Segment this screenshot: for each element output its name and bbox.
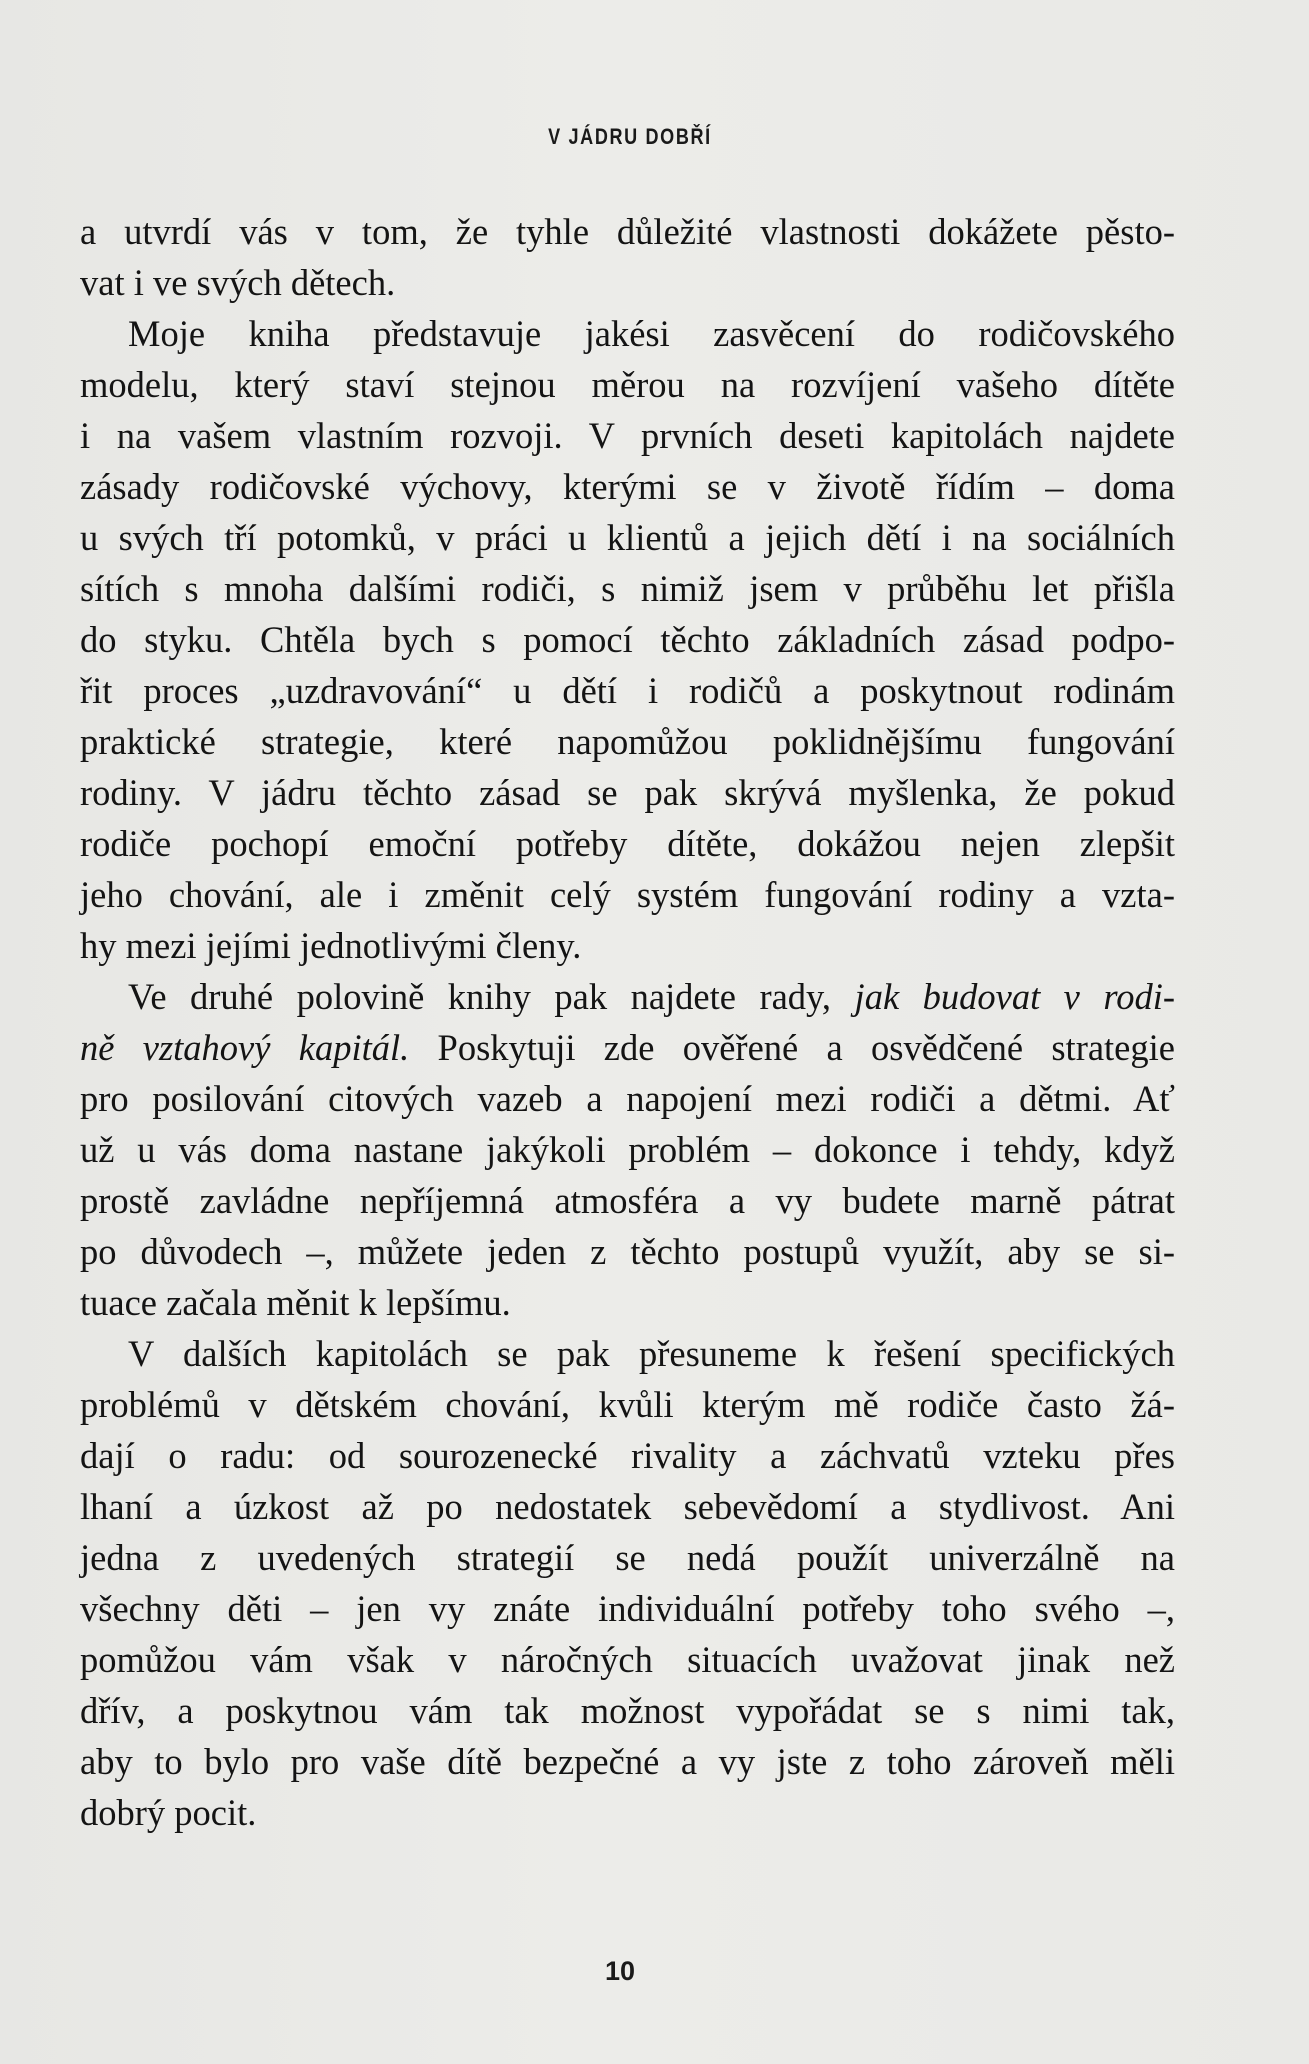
text-line: dobrý pocit. bbox=[80, 1792, 257, 1833]
text-line: praktické strategie, které napomůžou poklidnějšímu fungování bbox=[80, 721, 1175, 762]
text-line: rodiče pochopí emoční potřeby dítěte, dokážou nejen zlepšit bbox=[80, 823, 1175, 864]
italic-phrase: jak budovat v rodi- bbox=[854, 976, 1176, 1017]
text-line: u svých tří potomků, v práci u klientů a jejich dětí i na sociálních bbox=[80, 517, 1175, 558]
italic-phrase: ně vztahový kapitál. bbox=[80, 1027, 410, 1068]
text-line: jedna z uvedených strategií se nedá použít univerzálně na bbox=[80, 1537, 1175, 1578]
running-head: V JÁDRU DOBŘÍ bbox=[548, 124, 712, 149]
text-line: hy mezi jejími jednotlivými členy. bbox=[80, 925, 582, 966]
text-line: lhaní a úzkost až po nedostatek sebevědomí a stydlivost. Ani bbox=[80, 1486, 1175, 1527]
text-line: už u vás doma nastane jakýkoli problém – dokonce i tehdy, když bbox=[80, 1129, 1175, 1170]
text-line: sítích s mnoha dalšími rodiči, s nimiž jsem v průběhu let přišla bbox=[80, 568, 1175, 609]
text-line: rodiny. V jádru těchto zásad se pak skrývá myšlenka, že pokud bbox=[80, 772, 1175, 813]
text-line: do styku. Chtěla bych s pomocí těchto základních zásad podpo- bbox=[80, 619, 1175, 660]
text-line: pro posilování citových vazeb a napojení mezi rodiči a dětmi. Ať bbox=[80, 1078, 1175, 1119]
text-line: i na vašem vlastním rozvoji. V prvních deseti kapitolách najdete bbox=[80, 415, 1175, 456]
text-line: aby to bylo pro vaše dítě bezpečné a vy jste z toho zároveň měli bbox=[80, 1741, 1175, 1782]
text-line: pomůžou vám však v náročných situacích uvažovat jinak než bbox=[80, 1639, 1175, 1680]
text-line: jeho chování, ale i změnit celý systém fungování rodiny a vzta- bbox=[80, 874, 1175, 915]
text-line: problémů v dětském chování, kvůli kterým mě rodiče často žá- bbox=[80, 1384, 1175, 1425]
text-line: po důvodech –, můžete jeden z těchto postupů využít, aby se si- bbox=[80, 1231, 1175, 1272]
text-line: Ve druhé polovině knihy pak najdete rady, jak budovat v rodi- bbox=[128, 976, 1176, 1017]
text-line: Moje kniha představuje jakési zasvěcení do rodičovského bbox=[128, 313, 1175, 354]
text-line: prostě zavládne nepříjemná atmosféra a vy budete marně pátrat bbox=[80, 1180, 1175, 1221]
text-line: řit proces „uzdravování“ u dětí i rodičů a poskytnout rodinám bbox=[80, 670, 1175, 711]
text-line: dřív, a poskytnou vám tak možnost vypořádat se s nimi tak, bbox=[80, 1690, 1175, 1731]
text-line: ně vztahový kapitál. Poskytuji zde ověřené a osvědčené strategie bbox=[80, 1027, 1175, 1068]
text-line: dají o radu: od sourozenecké rivality a záchvatů vzteku přes bbox=[80, 1435, 1175, 1476]
text-line: a utvrdí vás v tom, že tyhle důležité vlastnosti dokážete pěsto- bbox=[80, 211, 1175, 252]
text-line: modelu, který staví stejnou měrou na rozvíjení vašeho dítěte bbox=[80, 364, 1175, 405]
body-text bbox=[80, 206, 1175, 1838]
text-line: vat i ve svých dětech. bbox=[80, 262, 396, 303]
text-line: všechny děti – jen vy znáte individuální potřeby toho svého –, bbox=[80, 1588, 1175, 1629]
page-number: 10 bbox=[604, 1956, 636, 1986]
text-line: zásady rodičovské výchovy, kterými se v životě řídím – doma bbox=[80, 466, 1175, 507]
text-line: tuace začala měnit k lepšímu. bbox=[80, 1282, 511, 1323]
text-line: V dalších kapitolách se pak přesuneme k řešení specifických bbox=[128, 1333, 1175, 1374]
